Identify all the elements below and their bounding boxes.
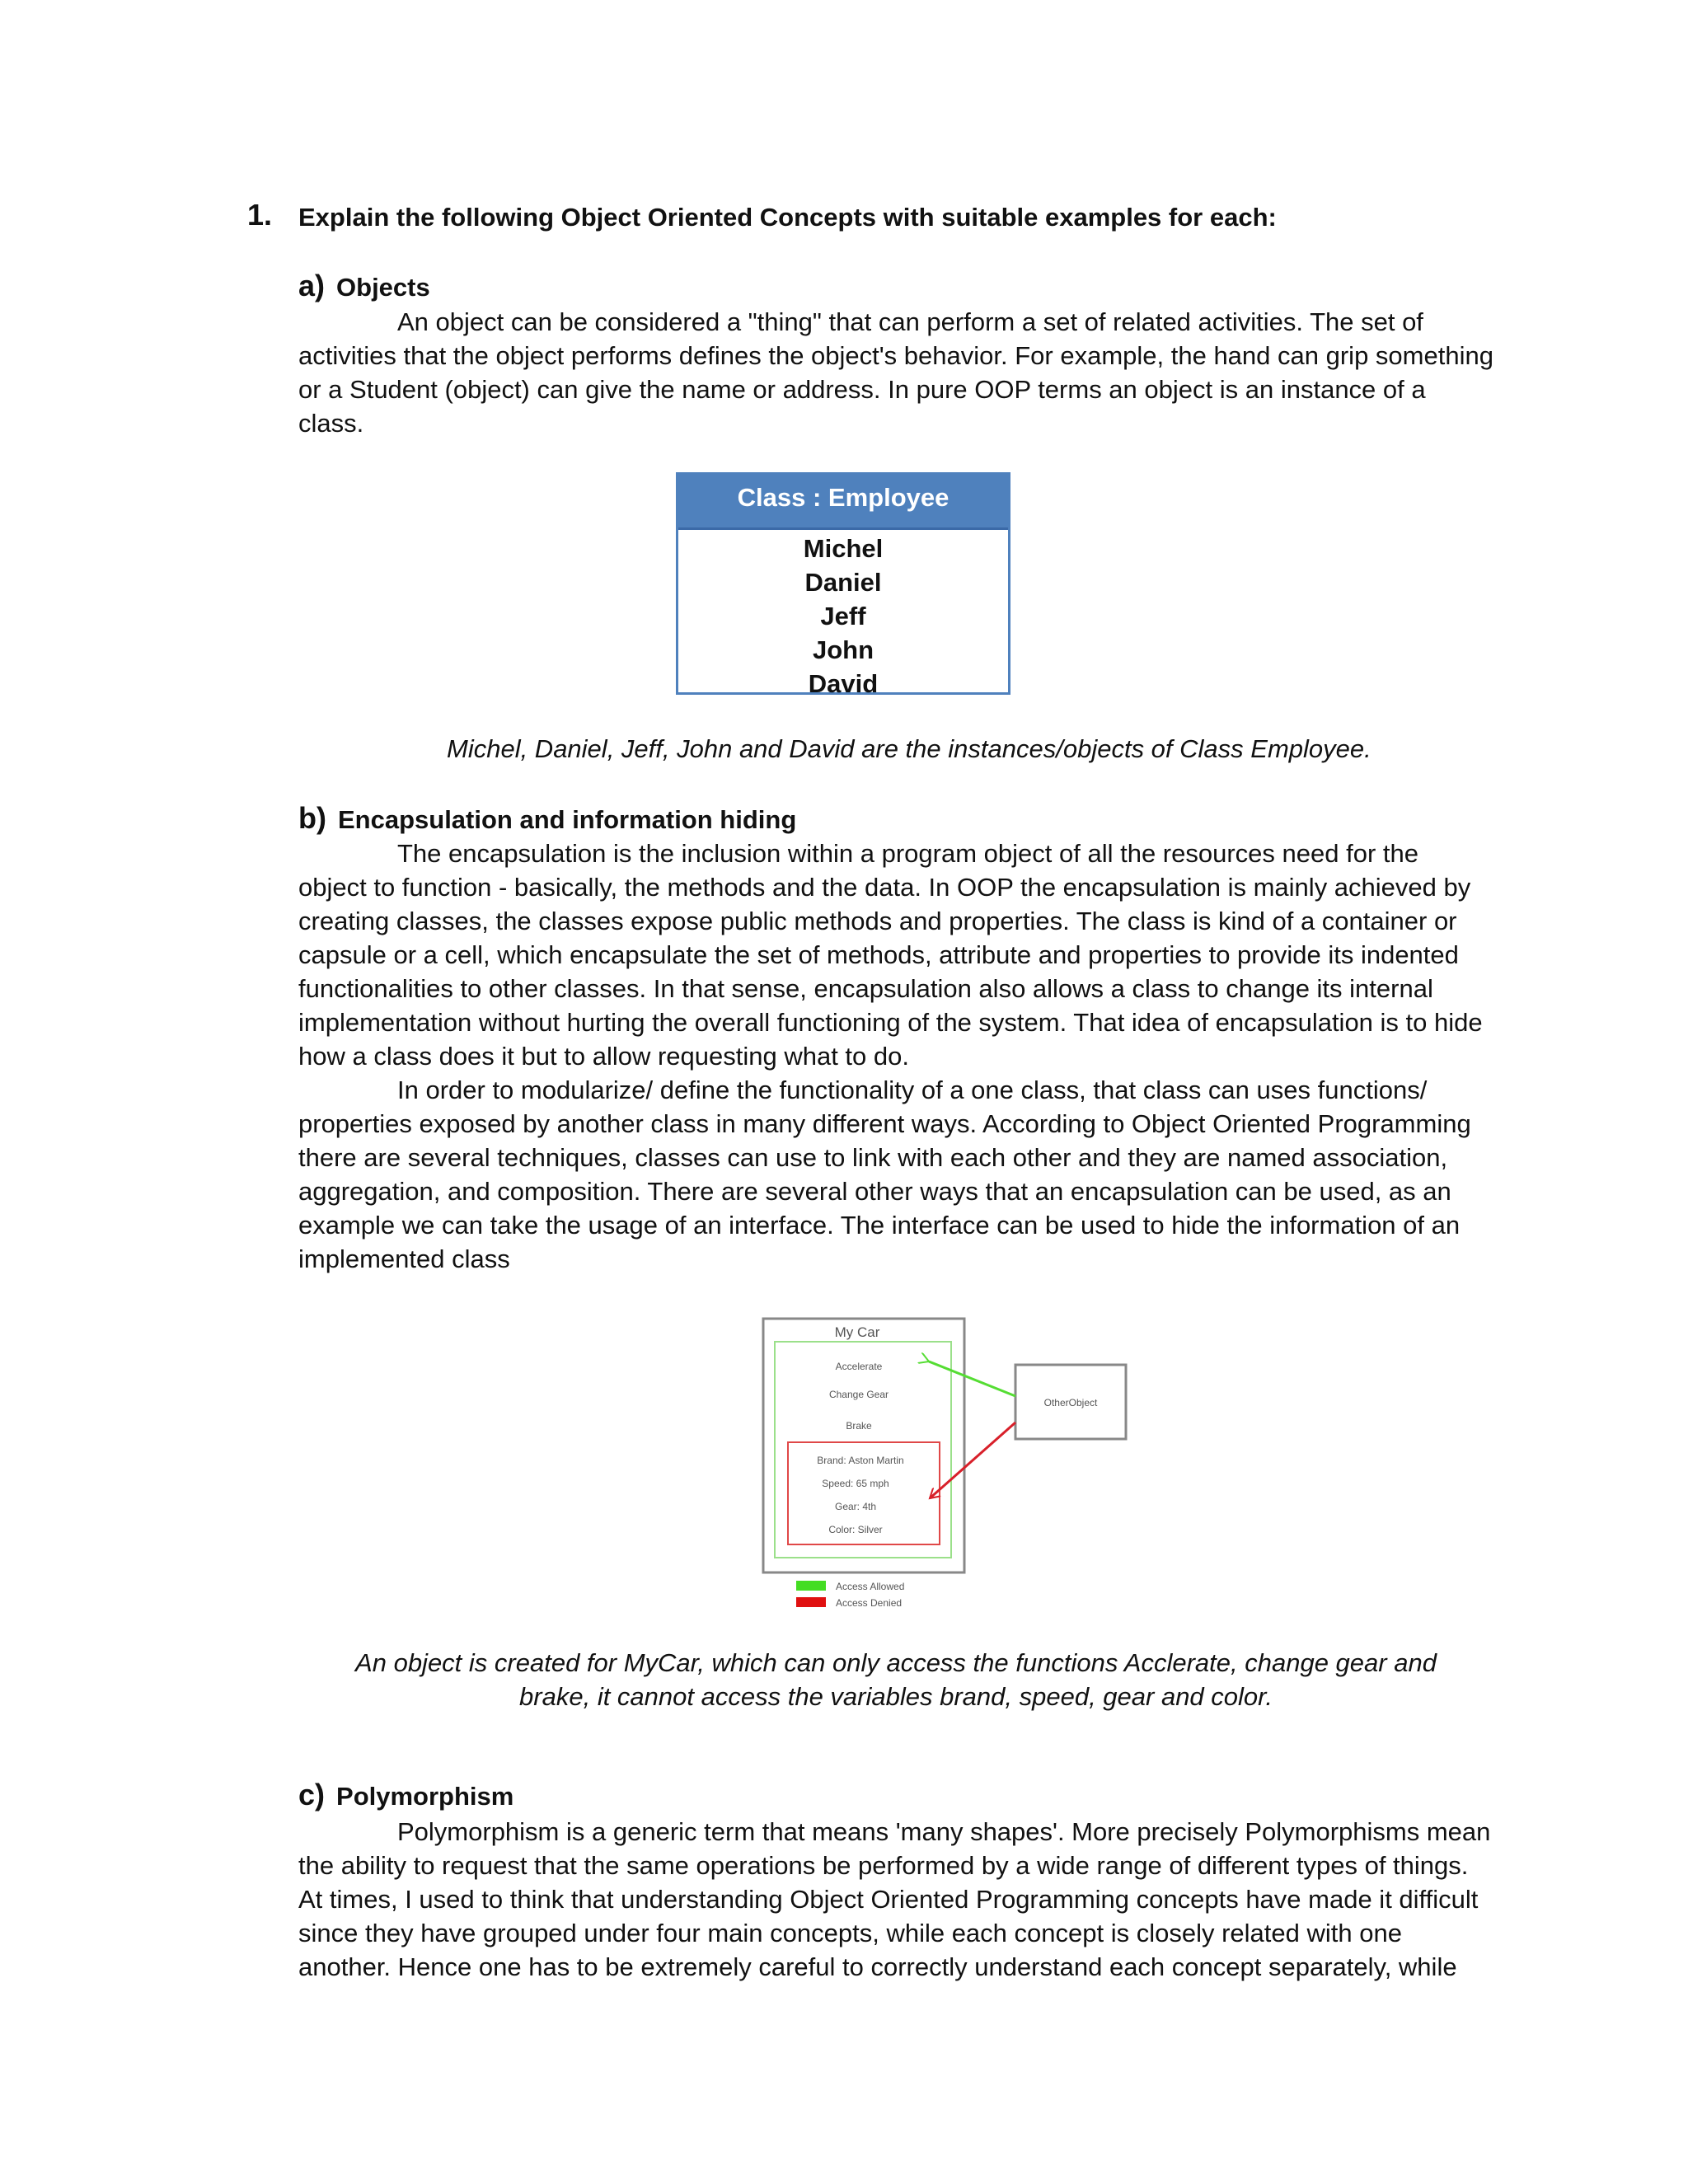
- section-a-paragraph: [298, 305, 1493, 440]
- section-a-heading: [298, 269, 430, 303]
- my-car-encapsulation-diagram: [758, 1310, 1137, 1615]
- method-change-gear: Change Gear: [828, 1389, 889, 1400]
- other-object-label: OtherObject: [1043, 1397, 1098, 1408]
- field-color: Color: Silver: [828, 1524, 883, 1535]
- section-b-heading: [298, 801, 796, 836]
- employee-instance: Jeff: [820, 602, 866, 630]
- employee-instance: Daniel: [804, 568, 882, 597]
- section-a-title: Objects: [336, 273, 430, 302]
- section-a-paragraph-text: An object can be considered a "thing" that can perform a set of related activities. The set of activities that the object performs defines the object's behavior. For example, the hand can grip something or a Student (object) can give the name or address. In pure OOP terms an object is an instance of a class.: [298, 307, 1493, 438]
- section-b-paragraph-2: [298, 1073, 1493, 1276]
- employee-table-header: Class : Employee: [678, 475, 1008, 530]
- employee-instance: David: [808, 669, 879, 698]
- field-brand: Brand: Aston Martin: [817, 1455, 904, 1466]
- section-b-title: Encapsulation and information hiding: [337, 805, 797, 834]
- legend-allowed-swatch: [796, 1581, 826, 1591]
- section-a-letter: a): [298, 269, 326, 302]
- method-brake: Brake: [846, 1420, 872, 1432]
- section-c-letter: c): [298, 1778, 326, 1811]
- question-title: Explain the following Object Oriented Concepts with suitable examples for each:: [298, 203, 1277, 232]
- legend-denied-swatch: [796, 1597, 826, 1607]
- section-b-caption-line-2: brake, it cannot access the variables brand, speed, gear and color.: [519, 1682, 1273, 1711]
- section-b-paragraph-1-text: The encapsulation is the inclusion within a program object of all the resources need for the object to function - basically, the methods and the data. In OOP the encapsulation is mainly achieved by creating classes, the classes expose public methods and properties. The class is kind of a container or capsule or a cell, which encapsulate the set of methods, attribute and properties to provide its indented functionalities to other classes. In that sense, encapsulation also allows a class to change its internal implementation without hurting the overall functioning of the system. That idea of encapsulation is to hide how a class does it but to allow requesting what to do.: [298, 839, 1483, 1071]
- section-b-paragraph-1: [298, 837, 1493, 1073]
- employee-instance: Michel: [803, 534, 884, 563]
- section-c-paragraph-text: Polymorphism is a generic term that means 'many shapes'. More precisely Polymorphisms mean the ability to request that the same operations be performed by a wide range of different types of things. At times, I used to think that understanding Object Oriented Programming concepts have made it difficult since they have grouped under four main concepts, while each concept is closely related with one another. Hence one has to be extremely careful to correctly understand each concept separately, while: [298, 1817, 1491, 1981]
- field-speed: Speed: 65 mph: [822, 1478, 889, 1489]
- legend-denied-label: Access Denied: [836, 1597, 903, 1609]
- field-gear: Gear: 4th: [834, 1501, 877, 1512]
- diagram-title: My Car: [834, 1324, 880, 1340]
- section-c-heading: [298, 1778, 513, 1812]
- section-c-title: Polymorphism: [336, 1782, 514, 1811]
- method-accelerate: Accelerate: [835, 1361, 883, 1372]
- section-b-caption-line-1: An object is created for MyCar, which can only access the functions Acclerate, change gear and: [355, 1648, 1437, 1677]
- section-c-paragraph: [298, 1815, 1493, 1984]
- employee-instance-list: [678, 530, 1008, 701]
- legend-allowed-label: Access Allowed: [836, 1581, 905, 1592]
- employee-class-table: [676, 472, 1010, 698]
- question-number: 1.: [247, 198, 273, 232]
- section-b-letter: b): [298, 801, 326, 835]
- section-a-caption: Michel, Daniel, Jeff, John and David are the instances/objects of Class Employee.: [447, 734, 1372, 763]
- section-b-paragraph-2-text: In order to modularize/ define the functionality of a one class, that class can uses functions/ properties exposed by another class in many different ways. According to Object Oriented Programming there are several techniques, classes can use to link with each other and they are named association, aggregation, and composition. There are several other ways that an encapsulation can be used, as an example we can take the usage of an interface. The interface can be used to hide the information of an implemented class: [298, 1076, 1471, 1273]
- employee-instance: John: [812, 635, 874, 664]
